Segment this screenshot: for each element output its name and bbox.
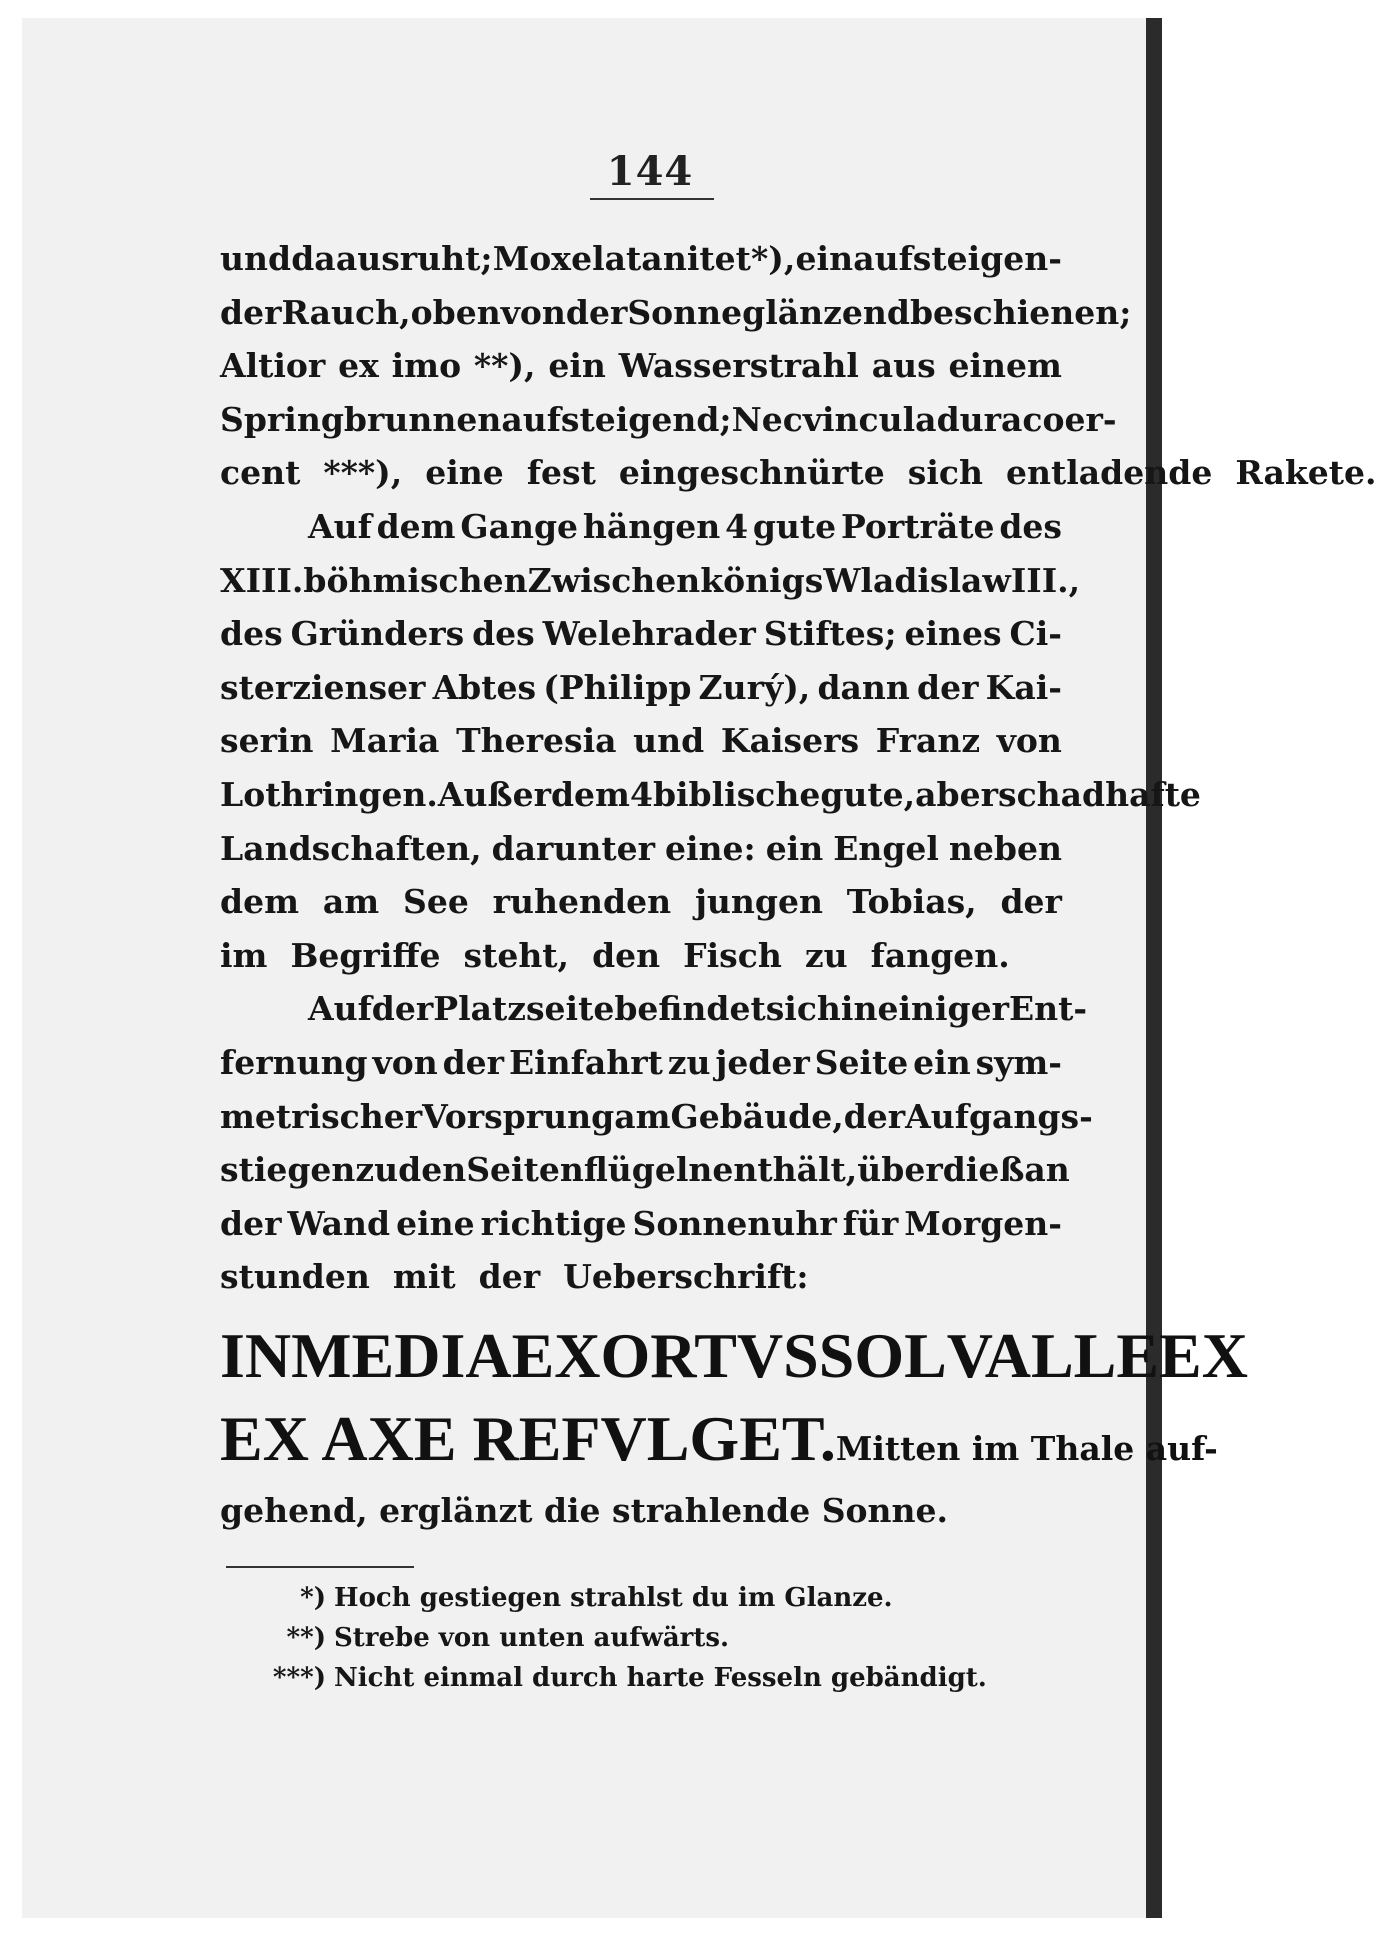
text-line: fernung von der Einfahrt zu jeder Seite ein sym- xyxy=(220,1042,1062,1082)
footnote-mark: *) xyxy=(300,1583,326,1613)
text-line: Altior ex imo **), ein Wasserstrahl aus einem xyxy=(220,346,1062,386)
text-line: Auf der Platzseite befindet sich in einiger Ent- xyxy=(308,989,1088,1029)
page-number: 144 xyxy=(606,148,694,195)
text-line: der Rauch, oben von der Sonne glänzend beschienen; xyxy=(220,292,1132,332)
text-line: Lothringen. Außerdem 4 biblische gute, aber schadhafte xyxy=(220,774,1201,814)
text-line: stunden mit der Ueberschrift: xyxy=(220,1257,809,1297)
inscription-translation-end: gehend, erglänzt die strahlende Sonne. xyxy=(220,1491,949,1530)
text-line: stiegen zu den Seitenflügeln enthält, überdieß an xyxy=(220,1150,1070,1190)
text-line: im Begriffe steht, den Fisch zu fangen. xyxy=(220,935,1010,975)
body-text xyxy=(220,232,1377,1304)
page-number-rule xyxy=(590,198,714,200)
text-line: Landschaften, darunter eine: ein Engel neben xyxy=(220,828,1062,868)
text-line: des Gründers des Welehrader Stiftes; eines Ci- xyxy=(220,614,1062,654)
inscription-line: IN MEDIA EXORTVS SOL VALLE EX xyxy=(220,1320,1248,1391)
text-line: metrischer Vorsprung am Gebäude, der Aufgangs- xyxy=(220,1096,1093,1136)
footnote-mark: **) xyxy=(286,1623,326,1653)
footnote-mark: ***) xyxy=(272,1663,326,1693)
text-line: der Wand eine richtige Sonnenuhr für Morgen- xyxy=(220,1203,1062,1243)
footnotes xyxy=(272,1578,992,1698)
footnote xyxy=(272,1658,992,1698)
footnote xyxy=(272,1578,992,1618)
footnote-text: Hoch gestiegen strahlst du im Glanze. xyxy=(334,1583,893,1613)
text-line: Springbrunnen aufsteigend; Nec vincula dura coer- xyxy=(220,399,1117,439)
footnote-rule xyxy=(226,1566,414,1568)
text-line: cent ***), eine fest eingeschnürte sich entladende Rakete. xyxy=(220,453,1377,493)
sundial-inscription xyxy=(220,1320,1248,1488)
inscription-translation: Mitten im Thale auf- xyxy=(835,1429,1218,1468)
inscription-line xyxy=(220,1403,1218,1488)
text-line: Auf dem Gange hängen 4 gute Porträte des xyxy=(308,506,1062,546)
text-line: sterzienser Abtes (Philipp Zurý), dann der Kai- xyxy=(220,667,1062,707)
text-line: dem am See ruhenden jungen Tobias, der xyxy=(220,882,1062,922)
footnote-text: Strebe von unten aufwärts. xyxy=(334,1623,730,1653)
text-line: serin Maria Theresia und Kaisers Franz von xyxy=(220,721,1062,761)
footnote xyxy=(272,1618,992,1658)
footnote-text: Nicht einmal durch harte Fesseln gebändigt. xyxy=(334,1663,987,1693)
inscription-text: EX AXE REFVLGET. xyxy=(220,1403,836,1474)
text-line: und da ausruht; Mox elata nitet *), ein aufsteigen- xyxy=(220,239,1062,278)
text-line: XIII. böhmischen Zwischenkönigs Wladislaw III., xyxy=(220,560,1081,600)
